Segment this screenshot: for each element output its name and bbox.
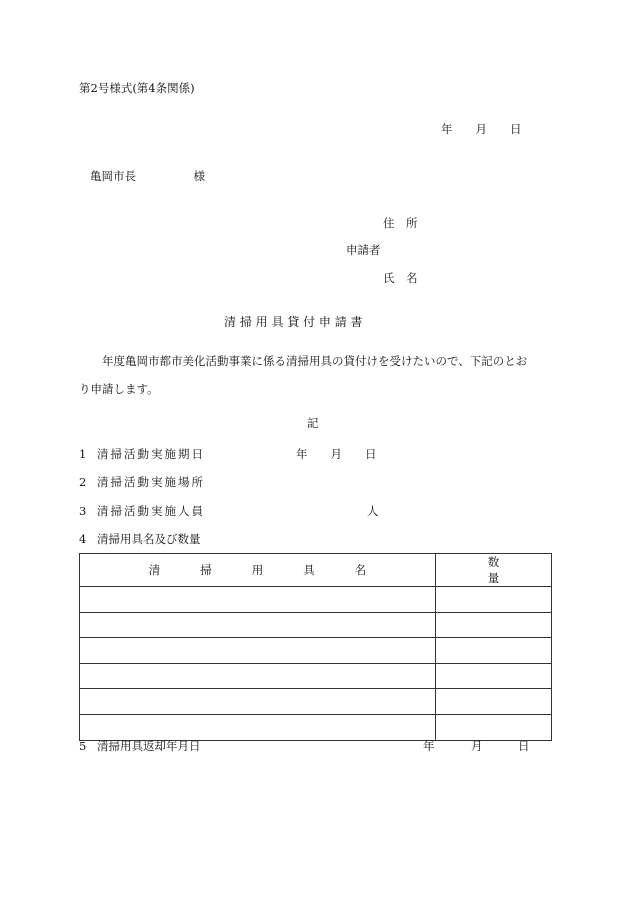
date-line: 年 月 日 — [441, 122, 522, 136]
header-quantity: 数量 — [436, 554, 552, 587]
item-value: 年 月 日 — [296, 447, 377, 461]
item-name-cell[interactable] — [80, 587, 436, 613]
applicant-label: 申請者 — [346, 243, 381, 257]
item-label: 清掃用具返却年月日 — [97, 739, 201, 753]
quantity-cell[interactable] — [436, 587, 552, 613]
table-row — [80, 612, 552, 638]
table-row — [80, 663, 552, 689]
ki-heading: 記 — [307, 416, 319, 430]
item-number: 1 — [79, 447, 87, 461]
item-number: 4 — [79, 532, 87, 546]
item-name-cell[interactable] — [80, 714, 436, 740]
addressee: 亀岡市長 様 — [90, 169, 205, 183]
item-name-cell[interactable] — [80, 638, 436, 664]
item-number: 2 — [79, 475, 87, 489]
table-header-row — [80, 554, 552, 587]
form-number: 第2号様式(第4条関係) — [79, 81, 195, 95]
quantity-cell[interactable] — [436, 714, 552, 740]
return-month: 月 — [471, 739, 483, 753]
quantity-cell[interactable] — [436, 689, 552, 715]
table-row — [80, 689, 552, 715]
quantity-cell[interactable] — [436, 638, 552, 664]
document-title: 清 掃 用 具 貸 付 申 請 書 — [224, 315, 363, 329]
quantity-cell[interactable] — [436, 663, 552, 689]
item-name-cell[interactable] — [80, 689, 436, 715]
quantity-cell[interactable] — [436, 612, 552, 638]
item-label: 清掃活動実施期日 — [97, 447, 205, 461]
item-number: 5 — [79, 739, 87, 753]
item-label: 清掃活動実施場所 — [97, 475, 205, 489]
item-value: 人 — [367, 504, 379, 518]
table-row — [80, 587, 552, 613]
return-year: 年 — [423, 739, 435, 753]
table-row — [80, 714, 552, 740]
body-line-2: り申請します。 — [79, 382, 159, 396]
return-day: 日 — [518, 739, 530, 753]
name-label: 氏 名 — [383, 271, 418, 285]
table-row — [80, 638, 552, 664]
item-name-cell[interactable] — [80, 612, 436, 638]
address-label: 住 所 — [383, 216, 418, 230]
body-line-1: 年度亀岡市都市美化活動事業に係る清掃用具の貸付けを受けたいので、下記のとお — [79, 354, 528, 368]
item-name-cell[interactable] — [80, 663, 436, 689]
header-item-name: 清掃用具名 — [80, 554, 436, 587]
item-label: 清掃活動実施人員 — [97, 504, 205, 518]
items-table — [79, 553, 552, 741]
item-number: 3 — [79, 504, 87, 518]
item-label: 清掃用具名及び数量 — [97, 532, 201, 546]
